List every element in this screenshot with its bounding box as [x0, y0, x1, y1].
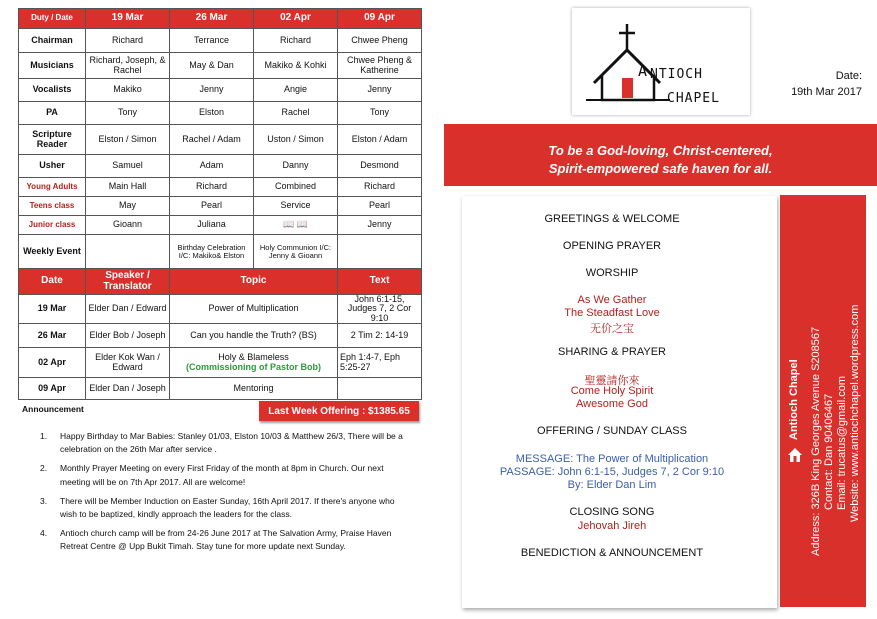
duty-cell: Richard	[254, 29, 338, 53]
duty-cell: Richard	[170, 178, 254, 197]
list-item: 2. Monthly Prayer Meeting on every First Friday of the month at 8pm in Church. Our next meeting will be on 7th Apr 2017. All are welcome!	[40, 463, 384, 487]
order-sharing: SHARING & PRAYER	[558, 346, 666, 358]
duty-cell: Richard	[86, 29, 170, 53]
duty-cell: Makiko	[86, 79, 170, 102]
announcement-title: Announcement	[22, 404, 84, 414]
roster-header: 26 Mar	[170, 9, 254, 29]
sermon-header: Date	[19, 269, 86, 295]
roster-header: 19 Mar	[86, 9, 170, 29]
sermon-topic: Mentoring	[170, 378, 338, 400]
duty-cell: Uston / Simon	[254, 125, 338, 155]
table-row	[19, 102, 422, 125]
sermon-passage: PASSAGE: John 6:1-15, Judges 7, 2 Cor 9:10	[499, 466, 725, 478]
sermon-text	[338, 378, 422, 400]
duty-cell: Samuel	[86, 155, 170, 178]
table-row	[19, 155, 422, 178]
duty-cell: Desmond	[338, 155, 422, 178]
sermon-speaker: Elder Dan / Edward	[86, 295, 170, 324]
duty-label: Musicians	[19, 53, 86, 79]
contact-address: Address: 326B King Georges Avenue S208567	[810, 326, 822, 556]
duty-cell: Jenny	[338, 216, 422, 235]
sermon-header: Speaker / Translator	[86, 269, 170, 295]
duty-cell: May	[86, 197, 170, 216]
duty-label: Junior class	[19, 216, 86, 235]
duty-cell: Makiko & Kohki	[254, 53, 338, 79]
duty-cell: Adam	[170, 155, 254, 178]
table-row	[19, 324, 422, 348]
closing-song: Jehovah Jireh	[577, 520, 647, 532]
contact-email[interactable]: Email: trucatus@gmail.com	[836, 375, 848, 510]
duty-cell: Chwee Pheng & Katherine	[338, 53, 422, 79]
order-closing: CLOSING SONG	[569, 506, 655, 518]
sermon-topic: Power of Multiplication	[170, 295, 338, 324]
duty-label: Chairman	[19, 29, 86, 53]
table-row	[19, 295, 422, 324]
order-opening: OPENING PRAYER	[562, 240, 662, 252]
sermon-date: 19 Mar	[19, 295, 86, 324]
duty-cell: Tony	[86, 102, 170, 125]
table-row	[19, 53, 422, 79]
duty-cell: Combined	[254, 178, 338, 197]
duty-cell: Elston / Simon	[86, 125, 170, 155]
vision-line-1: To be a God-loving, Christ-centered,	[548, 143, 773, 158]
sermon-text: Eph 1:4-7, Eph 5:25-27	[338, 348, 422, 378]
offering-badge: Last Week Offering : $1385.65	[259, 401, 419, 421]
sermon-date: 09 Apr	[19, 378, 86, 400]
chapel-logo-icon	[572, 8, 750, 115]
sermon-speaker: Elder Bob / Joseph	[86, 324, 170, 348]
list-item: 4. Antioch church camp will be from 24-26 June 2017 at The Salvation Army, Praise Haven Retreat Centre @ Upp Bukit Timah. Stay tune for more update next Sunday.	[40, 528, 392, 552]
table-row	[19, 125, 422, 155]
duty-cell: Terrance	[170, 29, 254, 53]
worship-song: The Steadfast Love	[564, 307, 660, 319]
list-item: 3. There will be Member Induction on Easter Sunday, 16th April 2017. If there's anyone who wish to be baptized, kindly approach the leaders for the class.	[40, 495, 395, 519]
table-row	[19, 216, 422, 235]
duty-cell: Pearl	[170, 197, 254, 216]
worship-song: As We Gather	[577, 294, 647, 306]
sermon-message: MESSAGE: The Power of Multiplication	[515, 453, 709, 465]
duty-cell: Pearl	[338, 197, 422, 216]
roster-header: 09 Apr	[338, 9, 422, 29]
sermon-topic-cell	[170, 348, 338, 378]
table-row	[19, 348, 422, 378]
duty-cell: Gioann	[86, 216, 170, 235]
roster-header-row	[19, 9, 422, 29]
contact-phone: Contact: Dan 90406467	[823, 393, 835, 510]
worship-song: Come Holy Spirit	[570, 385, 654, 397]
duty-cell: Main Hall	[86, 178, 170, 197]
list-item: 1. Happy Birthday to Mar Babies: Stanley 01/03, Elston 10/03 & Matthew 26/3, There will be a celebration on the 26th Mar after service .	[40, 431, 403, 455]
date-label: Date:	[835, 70, 862, 82]
table-row	[19, 29, 422, 53]
duty-label: Vocalists	[19, 79, 86, 102]
duty-cell: Holy Communion I/C: Jenny & Gioann	[254, 235, 338, 269]
worship-song: 无价之宝	[590, 323, 634, 335]
contact-name: Antioch Chapel	[788, 359, 800, 440]
announcement-text: Happy Birthday to Mar Babies: Stanley 01/03, Elston 10/03 & Matthew 26/3, There will be a celebration on the 26th Mar after service .	[60, 431, 403, 455]
worship-song: 聖靈請你來	[584, 375, 640, 387]
duty-cell: Jenny	[338, 79, 422, 102]
announcement-text: Antioch church camp will be from 24-26 June 2017 at The Salvation Army, Praise Haven Retreat Centre @ Upp Bukit Timah. Stay tune for more update next Sunday.	[60, 528, 392, 552]
duty-label: Usher	[19, 155, 86, 178]
duty-cell: Richard	[338, 178, 422, 197]
logo-letter: A	[638, 62, 648, 80]
duty-cell: Richard, Joseph, & Rachel	[86, 53, 170, 79]
sermon-speaker: By: Elder Dan Lim	[567, 479, 657, 491]
duty-cell: Rachel	[254, 102, 338, 125]
duty-cell: Jenny	[170, 79, 254, 102]
duty-cell	[86, 235, 170, 269]
sermon-speaker: Elder Dan / Joseph	[86, 378, 170, 400]
duty-cell: 📖 📖	[254, 216, 338, 235]
duty-cell: Elston / Adam	[338, 125, 422, 155]
order-benediction: BENEDICTION & ANNOUNCEMENT	[520, 547, 704, 559]
duty-cell: Juliana	[170, 216, 254, 235]
sermon-date: 02 Apr	[19, 348, 86, 378]
sermon-speaker: Elder Kok Wan / Edward	[86, 348, 170, 378]
table-row	[19, 235, 422, 269]
table-row	[19, 378, 422, 400]
duty-cell: Rachel / Adam	[170, 125, 254, 155]
announcement-list	[40, 430, 412, 559]
logo-line2: CHAPEL	[667, 91, 720, 106]
duty-cell: Service	[254, 197, 338, 216]
duty-cell: Elston	[170, 102, 254, 125]
announcement-text: There will be Member Induction on Easter Sunday, 16th April 2017. If there's anyone who wish to be baptized, kindly approach the leaders for the class.	[60, 495, 395, 519]
sermon-header: Topic	[170, 269, 338, 295]
date-value: 19th Mar 2017	[791, 86, 862, 98]
order-offering: OFFERING / SUNDAY CLASS	[537, 425, 687, 437]
duty-cell: Birthday Celebration I/C: Makiko& Elston	[170, 235, 254, 269]
order-worship: WORSHIP	[585, 267, 639, 279]
chapel-icon	[787, 447, 803, 463]
duty-cell: Tony	[338, 102, 422, 125]
sermon-text: 2 Tim 2: 14-19	[338, 324, 422, 348]
worship-song: Awesome God	[576, 398, 648, 410]
roster-header: Duty / Date	[19, 9, 86, 29]
table-row	[19, 197, 422, 216]
sermon-header-row	[19, 269, 422, 295]
duty-label: Weekly Event	[19, 235, 86, 269]
roster-header: 02 Apr	[254, 9, 338, 29]
church-logo	[572, 8, 750, 115]
duty-roster-table	[18, 8, 422, 400]
duty-cell	[338, 235, 422, 269]
sermon-header: Text	[338, 269, 422, 295]
sermon-topic: Holy & Blameless	[218, 352, 289, 363]
duty-label: Young Adults	[19, 178, 86, 197]
table-row	[19, 79, 422, 102]
announcement-text: Monthly Prayer Meeting on every First Friday of the month at 8pm in Church. Our next meeting will be on 7th Apr 2017. All are welcome!	[60, 463, 384, 487]
contact-website[interactable]: Website: www.antiochchapel.wordpress.com	[849, 304, 861, 522]
vision-line-2: Spirit-empowered safe haven for all.	[548, 161, 773, 176]
sermon-topic-note: (Commissioning of Pastor Bob)	[186, 361, 321, 372]
logo-line1: NTIOCH	[650, 67, 703, 82]
sermon-date: 26 Mar	[19, 324, 86, 348]
duty-cell: Angie	[254, 79, 338, 102]
duty-cell: Chwee Pheng	[338, 29, 422, 53]
duty-label: Scripture Reader	[19, 125, 86, 155]
order-greetings: GREETINGS & WELCOME	[544, 213, 680, 225]
sermon-topic: Can you handle the Truth? (BS)	[170, 324, 338, 348]
duty-label: PA	[19, 102, 86, 125]
duty-label: Teens class	[19, 197, 86, 216]
table-row	[19, 178, 422, 197]
duty-cell: Danny	[254, 155, 338, 178]
sermon-text: John 6:1-15, Judges 7, 2 Cor 9:10	[338, 295, 422, 324]
duty-cell: May & Dan	[170, 53, 254, 79]
